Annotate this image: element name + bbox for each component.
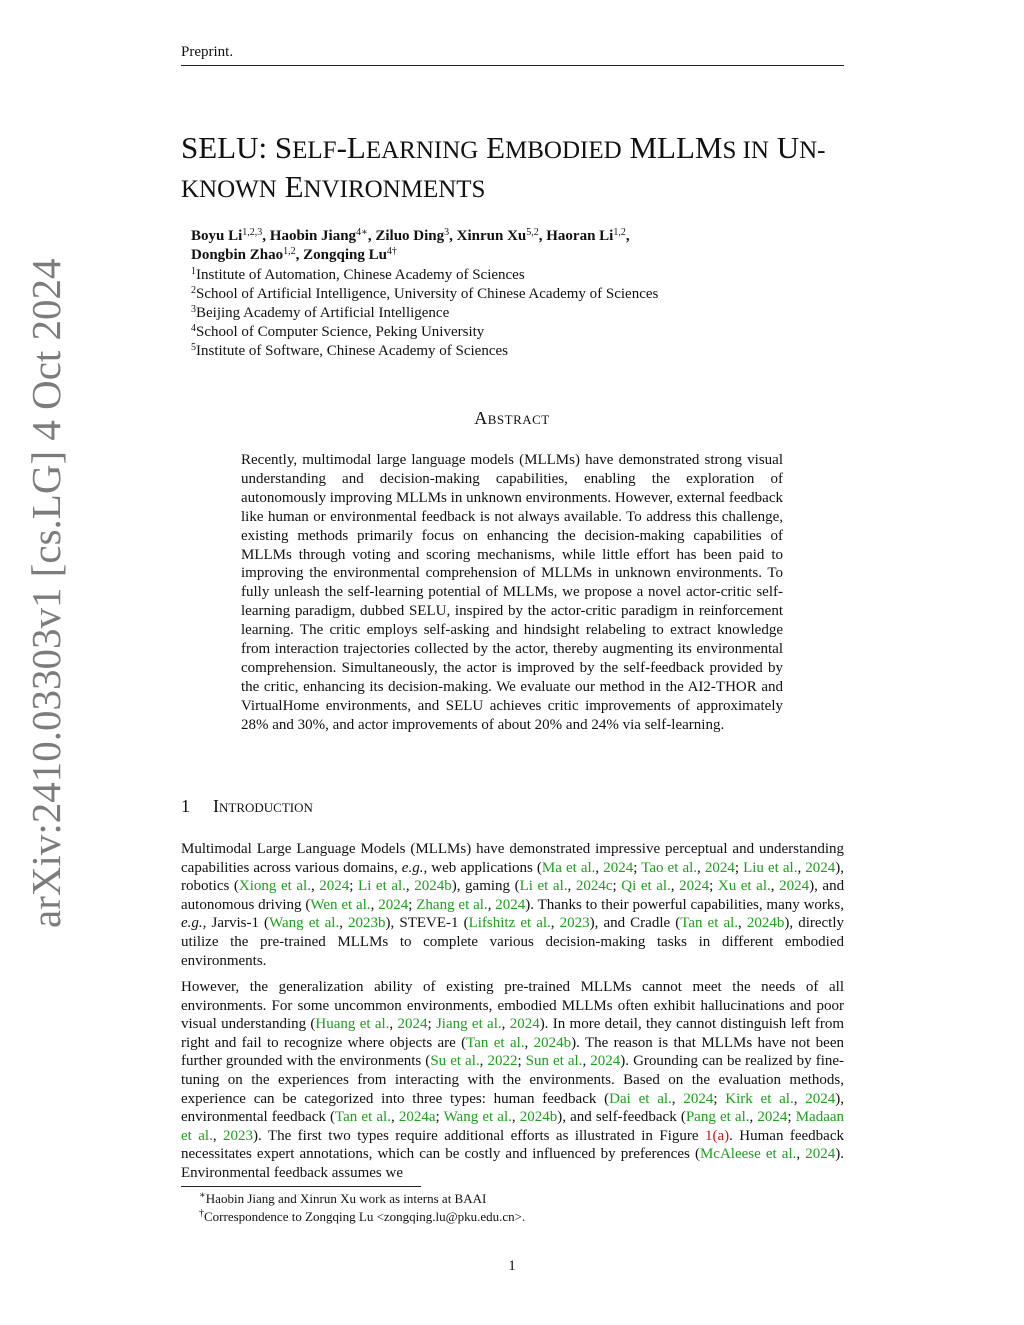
body-text: , [370,896,379,913]
author-name: Dongbin Zhao [191,247,284,263]
affiliation-number: 4 [191,323,196,334]
body-text: , [582,1053,591,1070]
author-separator: , [538,228,547,244]
affiliation-text: Institute of Automation, Chinese Academy of Sciences [196,267,525,283]
body-text: , [390,1109,399,1126]
citation-link[interactable]: 2023 [559,915,590,932]
body-text: ; [349,878,359,895]
introduction-paragraph-1 [181,840,844,970]
citation-link[interactable]: 2024 [509,1016,540,1033]
emphasis-text: e.g., [401,859,428,876]
body-text: ; [612,878,622,895]
citation-link[interactable]: 2024 [779,878,810,895]
citation-link[interactable]: Liu et al. [743,859,798,876]
author-name: Xinrun Xu [456,228,527,244]
citation-link[interactable]: Tao et al. [641,859,698,876]
body-text: ), gaming ( [451,878,520,895]
footnote-rule [181,1186,421,1187]
author-separator: , [367,228,376,244]
citation-link[interactable]: 2024 [378,896,409,913]
body-text: , [501,1016,510,1033]
body-text: ), STEVE-1 ( [385,915,469,932]
citation-link[interactable]: 2024b [414,878,452,895]
affiliation-text: Beijing Academy of Artificial Intelligence [196,305,450,321]
affiliation-number: 3 [191,304,196,315]
affiliation-text: School of Computer Science, Peking University [196,324,485,340]
body-text: ; [517,1053,526,1070]
body-text: , [550,915,560,932]
body-text: , [479,1053,488,1070]
body-text: , [697,859,705,876]
citation-link[interactable]: Jiang et al. [435,1016,502,1033]
header-rule [181,65,844,66]
body-text: , [389,1016,398,1033]
body-text: , [212,1127,224,1144]
citation-link[interactable]: Tan et al. [335,1109,391,1126]
citation-link[interactable]: 2024 [603,859,634,876]
citation-link[interactable]: Dai et al. [609,1090,672,1107]
footnote-mark: † [199,1208,204,1219]
body-text: ). In more detail, they cannot distinguish left from right and fail to recognize where objects are ( [181,1016,845,1051]
emphasis-text: e.g., [181,915,207,932]
citation-link[interactable]: 2024 [590,1053,621,1070]
citation-link[interactable]: 2024b [746,915,785,932]
body-text: , [738,915,747,932]
body-text: ). Thanks to their powerful capabilities, many works, [525,896,845,913]
author-name: Ziluo Ding [375,228,445,244]
body-text: ), and autonomous driving ( [181,878,845,913]
body-text: ; [408,896,417,913]
body-text: ; [734,859,744,876]
footnote-text: Correspondence to Zongqing Lu <zongqing.lu@pku.edu.cn>. [204,1209,526,1224]
body-text: ; [709,878,718,895]
author-separator: , [295,247,304,263]
body-text: ). The first two types require additional efforts as illustrated in Figure [253,1127,705,1144]
author-affiliation-mark: 3 [444,227,450,238]
citation-link[interactable]: Wang et al. [269,915,340,932]
page-number: 1 [508,1258,516,1274]
author-name: Haoran Li [546,228,614,244]
body-text: , [770,878,780,895]
citation-link[interactable]: 2024 [683,1090,714,1107]
citation-link[interactable]: 2024b [519,1109,558,1126]
citation-link[interactable]: 2023 [223,1127,254,1144]
body-text: ; [435,1109,444,1126]
affiliation-line [191,323,841,342]
citation-link[interactable]: 2024 [704,859,735,876]
footnote [199,1190,525,1208]
citation-link[interactable]: Huang et al. [315,1016,390,1033]
body-text: ). The reason is that MLLMs have not been further grounded with the environments ( [181,1034,844,1070]
body-text: Jarvis-1 ( [206,915,270,932]
body-text: ), environmental feedback ( [181,1090,845,1126]
author-affiliation-mark: 4† [386,246,397,257]
body-text: ), and Cradle ( [589,915,681,932]
body-text: . Human feedback necessitates expert annotations, which can be costly and influenced by preferences ( [181,1127,845,1163]
citation-link[interactable]: McAleese et al. [699,1146,797,1163]
author-separator: , [625,228,630,244]
body-text: However, the generalization ability of existing pre-trained MLLMs cannot meet the needs of all environments. For some uncommon environments, embodied MLLMs often exhibit hallucinations and poor visual understanding ( [181,979,844,1033]
citation-link[interactable]: 2024 [757,1109,788,1126]
author-list [191,227,841,265]
body-text: , [595,859,604,876]
body-text: ), directly utilize the pre-trained MLLMs to complete various decision-making tasks in different embodied environments. [181,915,845,969]
body-text: ; [787,1109,796,1126]
body-text: , [749,1109,758,1126]
body-text: , [524,1034,534,1051]
affiliation-text: Institute of Software, Chinese Academy of Sciences [196,343,508,359]
citation-link[interactable]: 2024a [398,1109,436,1126]
citation-link[interactable]: Kirk et al. [725,1090,794,1107]
affiliation-line [191,285,841,304]
footnote-mark: ∗ [199,1190,206,1201]
affiliation-line [191,266,841,285]
body-text: Multimodal Large Language Models (MLLMs) have demonstrated impressive perceptual and understanding capabilities across various domains, [181,841,844,876]
body-text: web applications ( [427,859,542,876]
footnote-text: Haobin Jiang and Xinrun Xu work as interns at BAAI [205,1191,487,1206]
body-text: , [310,878,320,895]
citation-link[interactable]: Zhang et al. [416,896,488,913]
author-separator: , [262,228,270,244]
introduction-paragraph-2 [181,978,844,1183]
citation-link[interactable]: Wang et al. [443,1109,512,1126]
author-name: Haobin Jiang [269,228,357,244]
citation-link[interactable]: 2022 [487,1053,518,1070]
citation-link[interactable]: 2024b [533,1034,572,1051]
author-name: Zongqing Lu [303,247,387,263]
body-text: ). Environmental feedback assumes we [181,1146,845,1181]
section-heading-introduction: 1 Introduction [181,796,313,816]
citation-link[interactable]: Pang et al. [685,1109,750,1126]
citation-link[interactable]: Xu et al. [717,878,771,895]
affiliation-number: 5 [191,342,196,353]
figure-reference-link[interactable]: 1(a) [704,1127,730,1144]
body-text: , [796,1146,806,1163]
author-affiliation-mark: 4∗ [356,227,368,238]
body-text: ; [427,1016,436,1033]
affiliation-line [191,342,841,361]
citation-link[interactable]: 2024 [397,1016,428,1033]
body-text: ; [633,859,642,876]
body-text: , [339,915,349,932]
citation-link[interactable]: 2024c [575,878,613,895]
citation-link[interactable]: Sun et al. [525,1053,583,1070]
affiliation-number: 2 [191,285,196,296]
body-text: ; [713,1090,726,1107]
citation-link[interactable]: 2024 [805,1090,836,1107]
abstract-text: Recently, multimodal large language models (MLLMs) have demonstrated strong visual understanding and decision-making capabilities, enabling the exploration of autonomously improving MLLMs in unknown environments. However, external feedback like human or environmental feedback is not always available. To address this challenge, existing methods primarily focus on enhancing the decision-making capabilities of MLLMs through voting and scoring mechanisms, while little effort has been paid to improving the environmental comprehension of MLLMs in unknown environments. To fully unleash the self-learning potential of MLLMs, we propose a novel actor-critic self-learning paradigm, dubbed SELU, inspired by the actor-critic paradigm in reinforcement learning. The critic employs self-asking and hindsight relabeling to extract knowledge from interaction trajectories collected by the actor, thereby augmenting its environmental comprehension. Simultaneously, the actor is improved by the self-feedback provided by the critic, enhancing its decision-making. We evaluate our method in the AI2-THOR and VirtualHome environments, and SELU achieves critic improvements of approximately 28% and 30%, and actor improvements of about 20% and 24% via self-learning. [241,452,783,733]
arxiv-identifier-stamp: arXiv:2410.03303v1 [cs.LG] 4 Oct 2024 [23,258,69,928]
affiliation-text: School of Artificial Intelligence, University of Chinese Academy of Sciences [196,286,659,302]
author-affiliation-mark: 1,2,3 [242,227,263,238]
citation-link[interactable]: 2024 [805,859,836,876]
citation-link[interactable]: Tan et al. [466,1034,525,1051]
body-text: , [405,878,415,895]
author-affiliation-mark: 1,2 [283,246,296,257]
body-text: , [793,1090,806,1107]
affiliation-list [191,266,841,361]
citation-link[interactable]: 2023b [348,915,386,932]
citation-link[interactable]: Li et al. [519,878,568,895]
footnotes [199,1190,525,1226]
abstract-heading: Abstract [474,408,550,428]
citation-link[interactable]: 2024 [679,878,710,895]
author-separator: , [449,228,457,244]
citation-link[interactable]: Qi et al. [621,878,671,895]
citation-link[interactable]: Madaan et al. [181,1109,845,1144]
citation-link[interactable]: Tan et al. [680,915,739,932]
author-affiliation-mark: 1,2 [613,227,626,238]
author-affiliation-mark: 5,2 [526,227,539,238]
affiliation-line [191,304,841,323]
body-text: , [670,878,680,895]
body-text: , [567,878,576,895]
citation-link[interactable]: 2024 [319,878,350,895]
affiliation-number: 1 [191,266,196,277]
citation-link[interactable]: 2024 [805,1146,836,1163]
citation-link[interactable]: Wen et al. [310,896,371,913]
footnote [199,1208,525,1226]
author-name: Boyu Li [191,228,243,244]
running-head: Preprint. [181,44,234,60]
body-text: , [797,859,806,876]
paper-title: SELU: SELF-LEARNING EMBODIED MLLMS IN UN- KNOWN ENVIRONMENTS [181,130,826,204]
body-text: , [511,1109,520,1126]
body-text: ), robotics ( [181,859,845,895]
citation-link[interactable]: 2024 [495,896,526,913]
body-text: , [487,896,496,913]
citation-link[interactable]: Lifshitz et al. [468,915,551,932]
citation-link[interactable]: Su et al. [430,1053,480,1070]
citation-link[interactable]: Xiong et al. [238,878,311,895]
body-text: , [671,1090,684,1107]
body-text: ), and self-feedback ( [557,1109,686,1126]
body-text: ). Grounding can be realized by fine-tuning on the experiences from interacting with the environments. Based on the evaluation methods, experience can be categorized into three types: human feedback ( [181,1053,845,1107]
citation-link[interactable]: Ma et al. [541,859,596,876]
citation-link[interactable]: Li et al. [358,878,406,895]
